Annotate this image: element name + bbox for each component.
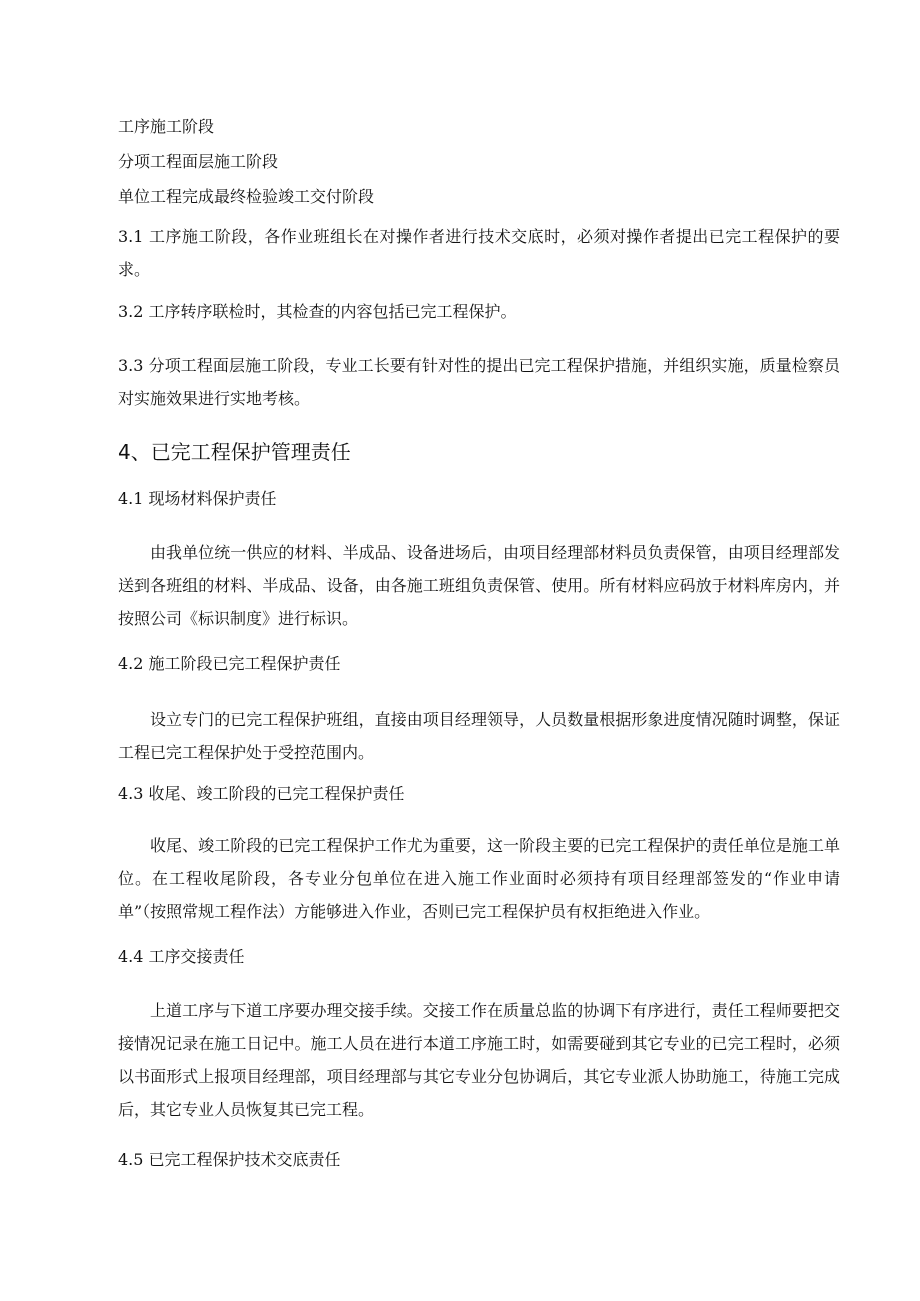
subsection-4-5-title: 4.5 已完工程保护技术交底责任 bbox=[118, 1150, 341, 1169]
phase-item: 工序施工阶段 bbox=[118, 117, 215, 136]
subsection-4-1-body: 由我单位统一供应的材料、半成品、设备进场后，由项目经理部材料员负责保管，由项目经理部发送到各班组的材料、半成品、设备，由各施工班组负责保管、使用。所有材料应码放于材料库房内，并按照公司《标识制度》进行标识。 bbox=[118, 543, 840, 628]
phase-item: 单位工程完成最终检验竣工交付阶段 bbox=[118, 187, 375, 206]
subsection-4-1-title: 4.1 现场材料保护责任 bbox=[118, 489, 277, 508]
subsection-4-3-body: 收尾、竣工阶段的已完工程保护工作尤为重要，这一阶段主要的已完工程保护的责任单位是施工单位。在工程收尾阶段，各专业分包单位在进入施工作业面时必须持有项目经理部签发的“作业申请单”（按照常规工程作法）方能够进入作业，否则已完工程保护员有权拒绝进入作业。 bbox=[118, 836, 840, 921]
subsection-4-4-body: 上道工序与下道工序要办理交接手续。交接工作在质量总监的协调下有序进行，责任工程师要把交接情况记录在施工日记中。施工人员在进行本道工序施工时，如需要碰到其它专业的已完工程时，必须以书面形式上报项目经理部，项目经理部与其它专业分包协调后，其它专业派人协助施工，待施工完成后，其它专业人员恢复其已完工程。 bbox=[118, 1001, 840, 1119]
section-4-heading: 4、已完工程保护管理责任 bbox=[118, 440, 351, 464]
subsection-4-3-title: 4.3 收尾、竣工阶段的已完工程保护责任 bbox=[118, 784, 405, 803]
paragraph-3-2: 3.2 工序转序联检时，其检查的内容包括已完工程保护。 bbox=[118, 302, 517, 321]
phase-item: 分项工程面层施工阶段 bbox=[118, 152, 279, 171]
subsection-4-2-body: 设立专门的已完工程保护班组，直接由项目经理领导，人员数量根据形象进度情况随时调整，保证工程已完工程保护处于受控范围内。 bbox=[118, 710, 840, 762]
paragraph-3-1: 3.1 工序施工阶段，各作业班组长在对操作者进行技术交底时，必须对操作者提出已完工程保护的要求。 bbox=[118, 227, 840, 279]
paragraph-3-3: 3.3 分项工程面层施工阶段，专业工长要有针对性的提出已完工程保护措施，并组织实施，质量检察员对实施效果进行实地考核。 bbox=[118, 356, 840, 408]
subsection-4-4-title: 4.4 工序交接责任 bbox=[118, 947, 245, 966]
subsection-4-2-title: 4.2 施工阶段已完工程保护责任 bbox=[118, 654, 341, 673]
